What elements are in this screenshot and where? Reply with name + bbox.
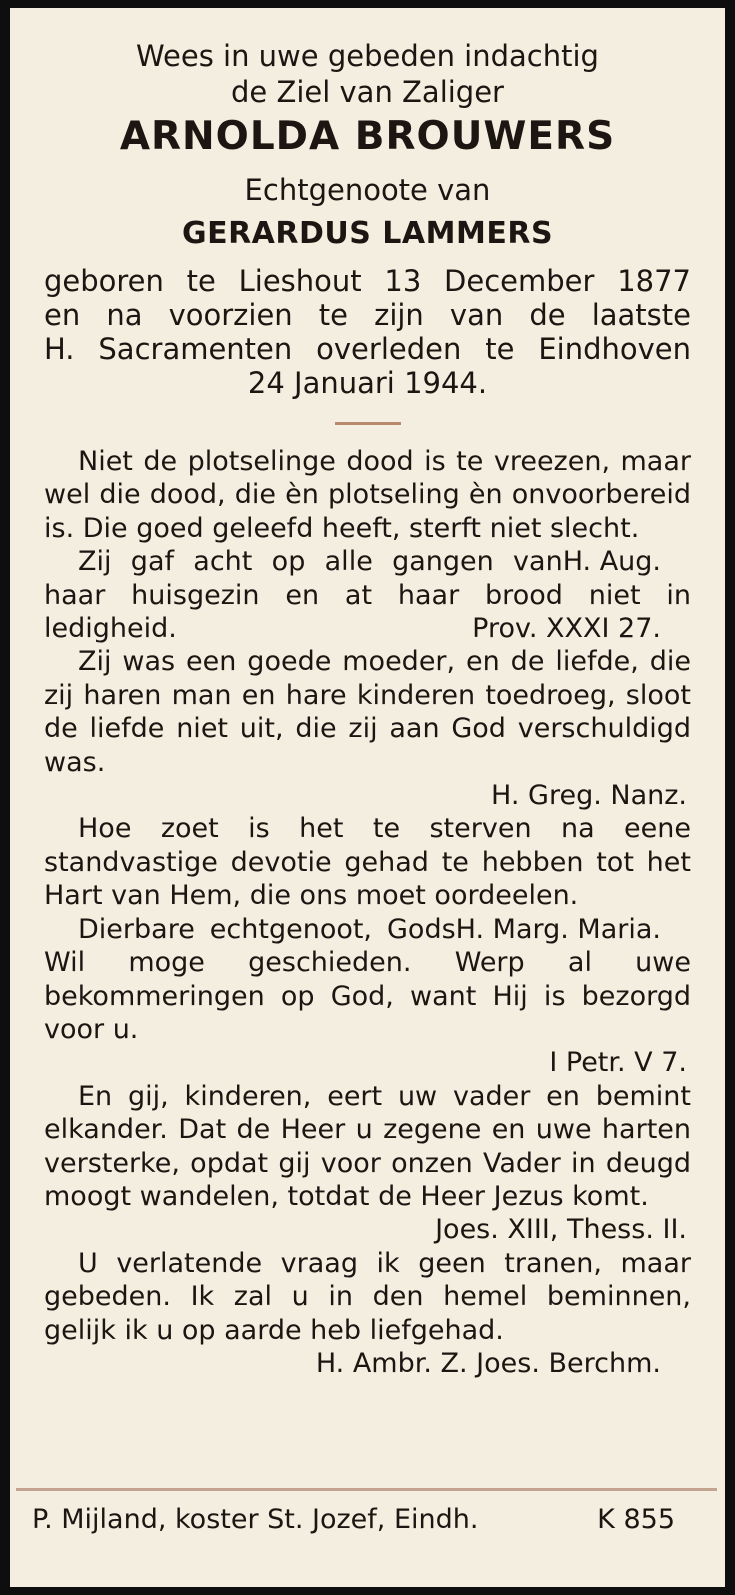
- divider: [335, 422, 401, 425]
- spouse-label: Echtgenoote van: [244, 173, 491, 207]
- footer-divider: [16, 1488, 717, 1491]
- verse-text: Dierbare echtgenoot, Gods Wil moge geschieden. Werp al uwe bekommeringen op God, want Hij is bezorgd voor u.: [44, 913, 691, 1045]
- verse-text: Zij gaf acht op alle gangen van haar huisgezin en at haar brood niet in ledigheid.: [44, 546, 691, 645]
- intro-line-1: Wees in uwe gebeden indachtig: [136, 39, 599, 73]
- verse-paragraph: [44, 445, 691, 578]
- verse-citation: H. Aug.: [562, 546, 661, 578]
- verse-citation: Prov. XXXI 27.: [472, 613, 661, 645]
- memorial-card: [10, 8, 725, 1587]
- verse-citation: H. Ambr. Z. Joes. Berchm.: [315, 1347, 661, 1379]
- verse-citation: H. Marg. Maria.: [455, 913, 661, 945]
- birth-line-1: geboren te Lieshout 13 December 1877: [44, 264, 691, 298]
- verse-citation: Joes. XIII, Thess. II.: [435, 1214, 687, 1246]
- birth-death-info: [44, 264, 691, 400]
- printer-name: P. Mijland, koster St. Jozef, Eindh.: [32, 1504, 479, 1535]
- verse-text: Hoe zoet is het te sterven na eene standvastige devotie gehad te hebben tot het Hart van Hem, die ons moet oordeelen.: [44, 813, 691, 912]
- card-code: K 855: [597, 1504, 675, 1535]
- spouse-name: GERARDUS LAMMERS: [181, 216, 554, 251]
- verse-citation: I Petr. V 7.: [549, 1047, 687, 1079]
- verse-text: Zij was een goede moeder, en de liefde, die zij haren man en hare kinderen toedroeg, sloot de liefde niet uit, die zij aan God verschuldigd was.: [44, 646, 691, 778]
- verse-citation: H. Greg. Nanz.: [491, 780, 687, 812]
- birth-line-4: 24 Januari 1944.: [247, 366, 488, 400]
- verse-text: U verlatende vraag ik geen tranen, maar gebeden. Ik zal u in den hemel beminnen, gelijk ik u op aarde heb liefgehad.: [44, 1247, 691, 1346]
- printer-footer: [32, 1502, 675, 1538]
- intro-line-2: de Ziel van Zaliger: [231, 75, 504, 109]
- verse-paragraph: [44, 1247, 691, 1379]
- verse-text: Niet de plotselinge dood is te vreezen, maar wel die dood, die èn plotseling èn onvoorbereid is. Die goed geleefd heeft, sterft niet slecht.: [44, 446, 691, 544]
- verses: [44, 445, 691, 1379]
- verse-text: En gij, kinderen, eert uw vader en bemint elkander. Dat de Heer u zegene en uwe harten versterke, opdat gij voor onzen Vader in deugd moogt wandelen, totdat de Heer Jezus komt.: [44, 1080, 691, 1212]
- deceased-name: ARNOLDA BROUWERS: [119, 114, 616, 159]
- card-header: [44, 38, 691, 256]
- verse-paragraph: [44, 645, 691, 779]
- birth-line-3: H. Sacramenten overleden te Eindhoven: [44, 332, 691, 366]
- birth-line-2: en na voorzien te zijn van de laatste: [44, 298, 691, 332]
- verse-paragraph: [44, 812, 691, 945]
- verse-paragraph: [44, 1080, 691, 1214]
